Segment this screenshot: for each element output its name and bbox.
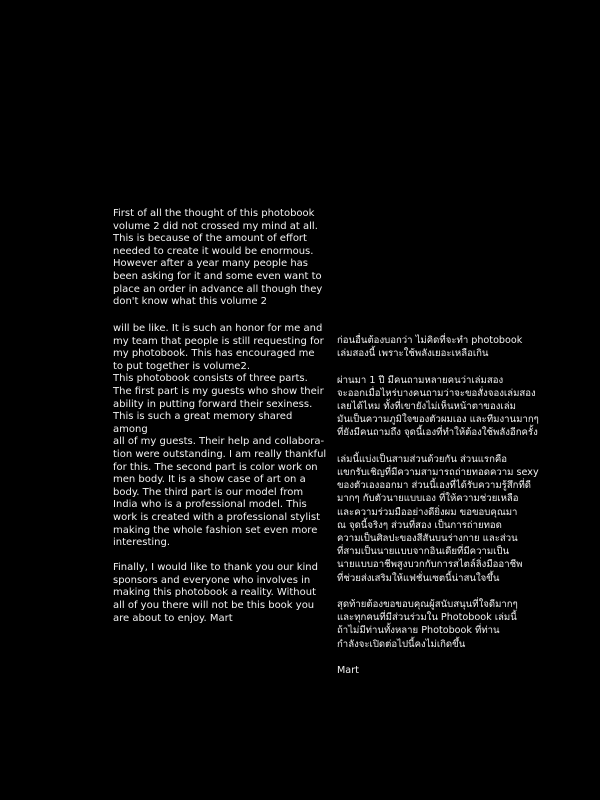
english-paragraph-thanks: Finally, I would like to thank you our kind sponsors and everyone who involves in making this photobook a reality. Without all of you there will not be this book you are about to enjoy. Mart	[113, 562, 318, 624]
thai-column	[337, 334, 572, 690]
thai-paragraph-parts: เล่มนี้แบ่งเป็นสามส่วนด้วยกัน ส่วนแรกคือ แขกรับเชิญที่มีความสามารถถ่ายทอดความ sexy ของตัวเองออกมา ส่วนนี้เองที่ได้รับความรู้สึกที่ดี มากๆ กับตัวนายแบบเอง ที่ให้ความช่วยเหลือ และความร่วมมืออย่างดียิ่งผม ขอขอบคุณมา ณ จุดนี้จริงๆ ส่วนที่สอง เป็นการถ่ายทอด ความเป็นศิลปะของสีสันบนร่างกาย และส่วน ที่สามเป็นนายแบบจากอินเดียที่มีความเป็น นายแบบอาชีพสูงบวกกับการสไตล์ลิ่งมืออาชีพ ที่ช่วยส่งเสริมให้แฟชั่นเซตนี้น่าสนใจขึ้น	[337, 453, 539, 584]
thai-paragraph-intro: ก่อนอื่นต้องบอกว่า ไม่คิดที่จะทำ photobook เล่มสองนี้ เพราะใช้พลังเยอะเหลือเกิน	[337, 335, 523, 360]
english-paragraph-intro: First of all the thought of this photobook volume 2 did not crossed my mind at all. This is because of the amount of effort needed to create it would be enormous. However after a year many people has been asking for it and some even want to place an order in advance all though they don't know what this volume 2	[113, 208, 323, 308]
english-column-bottom	[113, 323, 328, 625]
english-column-top	[113, 208, 328, 309]
thai-signature: Mart	[337, 665, 359, 677]
thai-paragraph-request: ผ่านมา 1 ปี มีคนถามหลายคนว่าเล่มสอง จะออกเมื่อไหร่บางคนถามว่าจะขอสั่งจองเล่มสอง เลยได้ไหม ทั้งที่เขายังไม่เห็นหน้าตาของเล่ม มันเป็นความภูมิใจของตัวผมเอง และทีมงานมากๆ ที่ยังมีคนถามถึง จุดนี้เองที่ทำให้ต้องใช้พลังอีกครั้ง	[337, 374, 539, 439]
thai-paragraph-thanks: สุดท้ายต้องขอขอบคุณผู้สนับสนุนที่ใจดีมากๆ และทุกคนที่มีส่วนร่วมใน Photobook เล่มนี้ ถ้าไม่มีท่านทั้งหลาย Photobook ที่ท่าน กำลังจะเปิดต่อไปนี้คงไม่เกิดขึ้น	[337, 599, 518, 650]
english-paragraph-body: will be like. It is such an honor for me and my team that people is still requesting for my photobook. This has encouraged me to put together is volume2. This photobook consists of three parts. The first part is my guests who show their ability in putting forward their sexiness. This is such a great memory shared among all of my guests. Their help and collabora- tion were outstanding. I am really thankful for this. The second part is color work on men body. It is a show case of art on a body. The third part is our model from India who is a professional model. This work is created with a professional stylist making the whole fashion set even more interesting.	[113, 323, 327, 549]
